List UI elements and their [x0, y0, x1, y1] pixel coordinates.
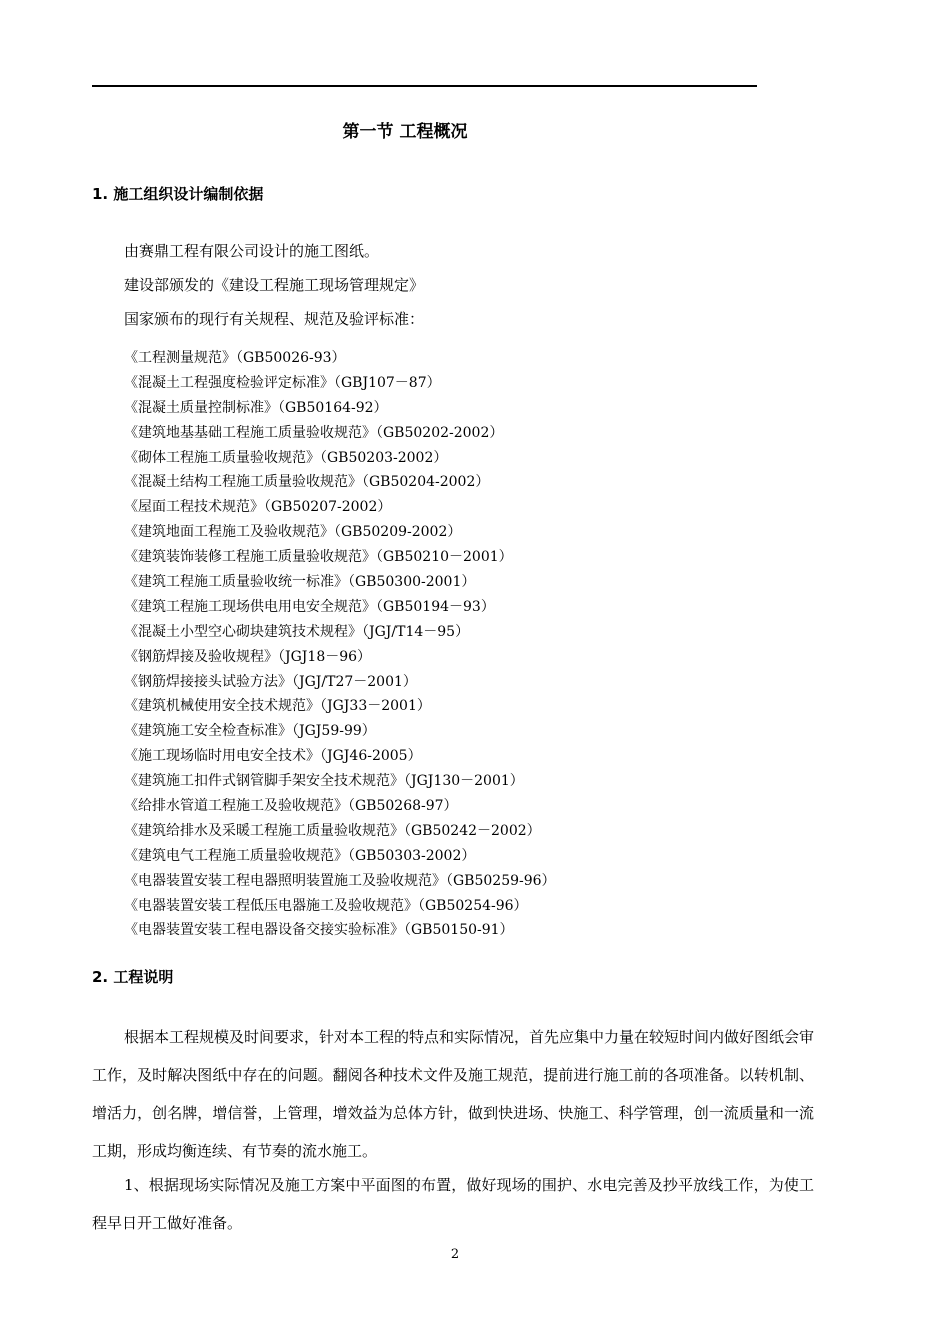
heading-description: 2. 工程说明 — [92, 968, 174, 986]
standard-item: 《混凝土工程强度检验评定标准》（GBJ107－87） — [124, 374, 441, 391]
standard-item: 《混凝土小型空心砌块建筑技术规程》（JGJ/T14－95） — [124, 623, 470, 640]
standard-item: 《钢筋焊接接头试验方法》（JGJ/T27－2001） — [124, 673, 417, 690]
standard-item: 《建筑施工扣件式钢管脚手架安全技术规范》（JGJ130－2001） — [124, 773, 524, 790]
standard-item: 《建筑施工安全检查标准》（JGJ59-99） — [124, 723, 376, 740]
header-rule — [92, 85, 757, 87]
standard-item: 《建筑工程施工质量验收统一标准》（GB50300-2001） — [124, 574, 476, 591]
description-paragraph: 根据本工程规模及时间要求，针对本工程的特点和实际情况，首先应集中力量在较短时间内做好图纸会审工作，及时解决图纸中存在的问题。翻阅各种技术文件及施工规范，提前进行施工前的各项准备。以转机制、增活力，创名牌，增信誉，上管理，增效益为总体方针，做到快进场、快施工、科学管理，创一流质量和一流工期，形成均衡连续、有节奏的流水施工。 — [92, 1028, 815, 1160]
heading-basis: 1. 施工组织设计编制依据 — [92, 185, 264, 203]
standard-item: 《钢筋焊接及验收规程》（JGJ18－96） — [124, 648, 372, 665]
standard-item: 《混凝土结构工程施工质量验收规范》（GB50204-2002） — [124, 474, 490, 491]
standard-item: 《建筑地基基础工程施工质量验收规范》（GB50202-2002） — [124, 424, 504, 441]
standard-item: 《建筑机械使用安全技术规范》（JGJ33－2001） — [124, 698, 431, 715]
standard-item: 《屋面工程技术规范》（GB50207-2002） — [124, 499, 392, 516]
preparation-paragraph: 1、根据现场实际情况及施工方案中平面图的布置，做好现场的围护、水电完善及抄平放线工作，为使工程早日开工做好准备。 — [92, 1176, 814, 1232]
standard-item: 《建筑工程施工现场供电用电安全规范》（GB50194－93） — [124, 598, 495, 615]
basis-item: 由赛鼎工程有限公司设计的施工图纸。 — [124, 242, 380, 260]
standard-item: 《建筑装饰装修工程施工质量验收规范》（GB50210－2001） — [124, 549, 513, 566]
standard-item: 《建筑电气工程施工质量验收规范》（GB50303-2002） — [124, 847, 476, 864]
standard-item: 《电器装置安装工程低压电器施工及验收规范》（GB50254-96） — [124, 897, 528, 914]
standard-item: 《混凝土质量控制标准》（GB50164-92） — [124, 399, 388, 416]
standard-item: 《施工现场临时用电安全技术》（JGJ46-2005） — [124, 748, 422, 765]
standard-item: 《电器装置安装工程电器设备交接实验标准》（GB50150-91） — [124, 922, 514, 939]
basis-item: 国家颁布的现行有关规程、规范及验评标准： — [124, 310, 425, 328]
standard-item: 《建筑给排水及采暖工程施工质量验收规范》（GB50242－2002） — [124, 822, 541, 839]
standard-item: 《给排水管道工程施工及验收规范》（GB50268-97） — [124, 798, 458, 815]
standard-item: 《电器装置安装工程电器照明装置施工及验收规范》（GB50259-96） — [124, 872, 556, 889]
standards-list — [124, 346, 556, 943]
basis-item: 建设部颁发的《建设工程施工现场管理规定》 — [124, 276, 425, 294]
section-title: 第一节 工程概况 — [342, 122, 468, 142]
standard-item: 《建筑地面工程施工及验收规范》（GB50209-2002） — [124, 524, 462, 541]
basis-list — [124, 240, 424, 342]
standard-item: 《工程测量规范》（GB50026-93） — [124, 350, 346, 366]
standard-item: 《砌体工程施工质量验收规范》（GB50203-2002） — [124, 449, 448, 466]
page-number: 2 — [450, 1247, 460, 1262]
